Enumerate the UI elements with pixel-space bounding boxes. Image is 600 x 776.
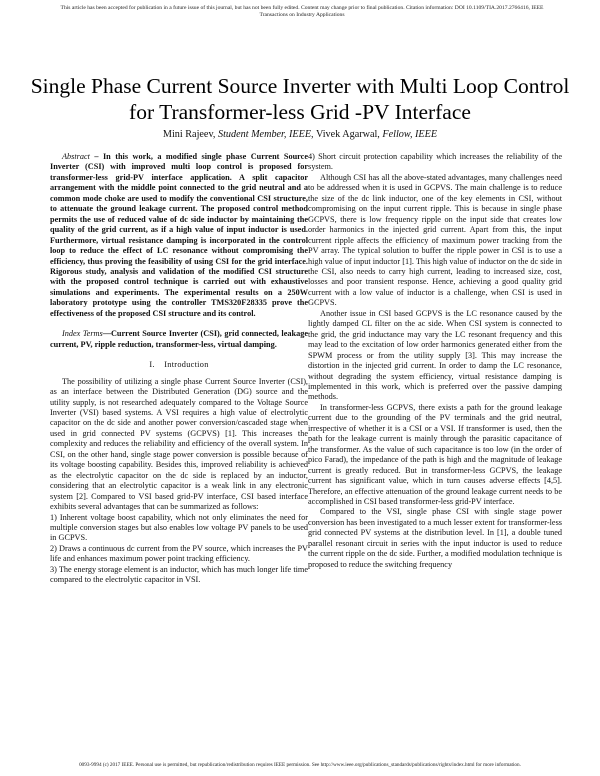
- paper-title: Single Phase Current Source Inverter with Multi Loop Control for Transformer-less Grid -PV Interface: [30, 74, 570, 124]
- intro-paragraph-1: The possibility of utilizing a single phase Current Source Inverter (CSI), as an interface between the Distributed Generation (DG) source and the utility supply, is not researched adequately compared to the Voltage Source Inverter (VSI) based systems. A VSI requires a high value of electrolytic capacitor on the dc side and another power conversion/cascaded stage when used in grid connected PV systems (GCPVS) [1]. This increases the complexity and reduces the reliability and efficiency of the overall system. In CSI, on the other hand, single stage power conversion is possible because of its voltage boosting capability. Besides this, improved reliability is achieved as the electrolytic capacitor on the dc side is replaced by an inductor, considering that an electrolytic capacitor is a weak link in any electronic system [2]. Compared to VSI based grid-PV interface, CSI based interface exhibits several advantages that can be summarized as follows:: [50, 376, 308, 512]
- index-terms-text: —Current Source Inverter (CSI), grid connected, leakage current, PV, ripple reduction, transformer-less, virtual damping.: [50, 329, 308, 349]
- intro-paragraph-2: Although CSI has all the above-stated advantages, many challenges need to be addressed when it is used in GCPVS. The main challenge is to reduce the size of the dc link inductor, one of the key elements in CSI, without compromising on the input current ripple. This is because in single phase GCPVS, there is low frequency ripple on the input side that creates low order harmonics in the injected grid current. Apart from this, the input current ripple affects the efficiency of maximum power tracking from the PV array. The typical solution to buffer the ripple power in CSI is to use a high value of input inductor [1]. This high value of inductor on the dc side in the CSI, also needs to carry high current, leading to increased size, cost, losses and poor transient response. Hence, achieving a good quality grid current with a low value of inductor is a challenge, when CSI is used in GCPVS.: [308, 172, 562, 308]
- advantage-item-1: 1) Inherent voltage boost capability, which not only eliminates the need for multiple conversion stages but also enables low voltage PV panels to be used in GCPVS.: [50, 512, 308, 543]
- author-1-name: Mini Rajeev,: [162, 129, 216, 140]
- author-2-name: Vivek Agarwal,: [315, 129, 380, 140]
- author-line: [20, 129, 580, 141]
- advantage-item-2: 2) Draws a continuous dc current from the PV source, which increases the PV life and enhances maximum power point tracking efficiency.: [50, 543, 308, 564]
- advantage-item-3: 3) The energy storage element is an inductor, which has much longer life time compared to the electrolytic capacitor in VSI.: [50, 564, 308, 585]
- section-heading-introduction: I. Introduction: [149, 360, 209, 370]
- left-column: [50, 152, 308, 586]
- advantage-item-4: 4) Short circuit protection capability which increases the reliability of the system.: [308, 152, 562, 172]
- index-terms-label: Index Terms: [62, 329, 103, 339]
- journal-banner: [14, 5, 590, 19]
- right-column: [308, 152, 562, 570]
- intro-paragraph-5: Compared to the VSI, single phase CSI with single stage power conversion has been investigated to a much lesser extent for transformer-less grid connected PV systems at the distribution level. In [1], a double tuned parallel resonant circuit in series with the input inductor is used to reduce the current ripple on the dc side. Further, a modified modulation technique is proposed to reduce the switching frequency: [308, 507, 562, 569]
- abstract-text: – In this work, a modified single phase Current Source Inverter (CSI) with improved multi loop control is proposed for transformer-less grid-PV interface application. A split capacitor arrangement with the middle point connected to the grid neutral and a common mode choke are used to modify the conventional CSI structure, to attenuate the ground leakage current. The proposed control method permits the use of reduced value of dc side inductor by maintaining the quality of the grid current, as if a high value of input inductor is used. Furthermore, virtual resistance damping is incorporated in the control loop to reduce the effect of LC resonance without compromising the efficiency, thus proving the feasibility of using CSI for the grid interface. Rigorous study, analysis and validation of the modified CSI structure with the proposed control technique is carried out with exhaustive simulations and experiments. The experimental results on a 250W laboratory prototype using the controller TMS320F28335 prove the effectiveness of the proposed CSI structure and its control.: [50, 152, 308, 318]
- abstract: [50, 152, 308, 319]
- banner-line-2: Transactions on Industry Applications: [259, 12, 345, 19]
- author-1-role: Student Member, IEEE,: [217, 129, 314, 140]
- abstract-label: Abstract: [62, 152, 90, 161]
- copyright-footer: 0093-9994 (c) 2017 IEEE. Personal use is permitted, but republication/redistribution requires IEEE permission. See http://www.ieee.org/publications_standards/publications/rights/index.html for more information.: [79, 762, 521, 768]
- intro-paragraph-3: Another issue in CSI based GCPVS is the LC resonance caused by the lightly damped CL filter on the ac side. When CSI system is connected to the grid, the grid inductance may vary the LC resonant frequency and this may lead to the excitation of low order harmonics generated either from the SPWM process or from the utility supply [3]. This may increase the distortion in the injected grid current. In order to damp the LC resonance, without degrading the system efficiency, virtual resistance damping is implemented in this work, which is preferred over the passive damping methods.: [308, 308, 562, 402]
- intro-paragraph-4: In transformer-less GCPVS, there exists a path for the ground leakage current due to the grounding of the PV terminals and the grid neutral, irrespective of whether it is a CSI or a VSI. If transformer is used, then the path for the leakage current is mainly through the parasitic capacitance of the transformer. As the value of such capacitance is too low (in the order of pico Farad), the impedance of the path is high and the magnitude of leakage current is greatly reduced. But in transformer-less GCPVS, the leakage current has significant value, which in turn causes adverse effects [4,5]. Therefore, an effective attenuation of the ground leakage current needs to be accomplished in CSI based transformer-less grid-PV interface.: [308, 402, 562, 506]
- banner-line-1: This article has been accepted for publication in a future issue of this journal, but has not been fully edited. Content may change prior to final publication. Citation information: DOI 10.1109/TIA.2017.2766416, IEEE: [60, 5, 544, 11]
- index-terms: [50, 329, 308, 350]
- author-2-role: Fellow, IEEE: [382, 129, 438, 140]
